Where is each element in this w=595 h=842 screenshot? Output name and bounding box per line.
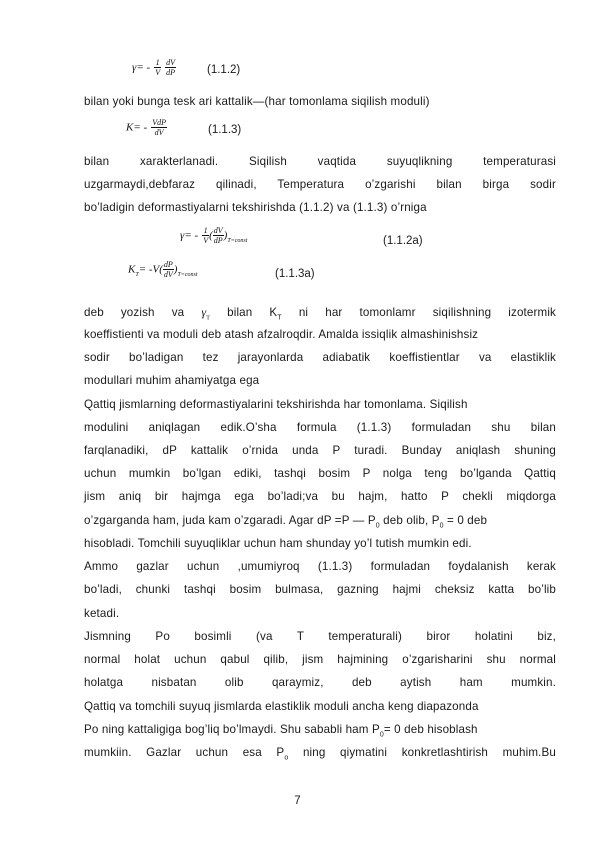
formula-operator: = -	[184, 229, 199, 242]
text-line	[84, 305, 556, 321]
formula-fraction	[163, 260, 174, 279]
formula-1-1-3	[126, 118, 167, 137]
equation-number: (1.1.2)	[207, 64, 241, 76]
text-line: modullari muhim ahamiyatga ega	[84, 374, 260, 387]
text-span: deb yozish va	[84, 306, 202, 319]
fraction-denominator: dV	[154, 128, 164, 137]
equation-number: (1.1.3a)	[275, 268, 315, 280]
fraction-numerator: 1	[155, 58, 160, 67]
symbol-subscript: 0	[375, 522, 380, 530]
fraction-numerator: VdP	[152, 118, 166, 127]
text-span: Po ning kattaligiga bog’liq bo’lmaydi. Shu sababli ham P	[84, 723, 380, 736]
text-span: o’zgarganda ham, juda kam o’zgaradi. Agar dP =P — P	[84, 514, 376, 527]
text-line: normal holat uchun qabul qilib, jism hajmining o’zgarisharini shu normal	[84, 653, 556, 666]
fraction-denominator: V	[203, 236, 209, 245]
equation-number: (1.1.2a)	[383, 235, 423, 247]
text-span: = 0 deb	[443, 514, 488, 527]
symbol-subscript: 0	[439, 522, 444, 530]
fraction-denominator: dV	[163, 270, 173, 279]
symbol-subscript: o	[284, 754, 289, 762]
text-span: bilan K	[210, 306, 278, 319]
formula-paren: (	[209, 229, 213, 242]
fraction-numerator: dP	[163, 260, 173, 269]
gamma-symbol	[201, 305, 211, 322]
text-line: bo’ladi, chunki tashqi bosim bulmasa, gazning hajmi cheksiz katta bo’lib	[84, 583, 556, 596]
text-line: holatga nisbatan olib qaraymiz, deb aytish ham mumkin.	[84, 676, 556, 689]
text-line: sodir bo’ladigan tez jarayonlarda adiabatik koeffistientlar va elastiklik	[84, 351, 556, 364]
text-line: Qattiq jismlarning deformastiyalarini tekshirishda har tomonlama. Siqilish	[84, 398, 468, 411]
equation-number: (1.1.3)	[208, 124, 242, 136]
text-line: uchun mumkin bo’lgan ediki, tashqi bosim P nolga teng bo’lganda Qattiq	[84, 467, 556, 480]
formula-operator: = -	[136, 61, 151, 74]
fraction-denominator: V	[155, 68, 161, 77]
text-span: mumkiin. Gazlar uchun esa P	[84, 746, 285, 759]
formula-fraction	[154, 58, 161, 77]
formula-fraction	[213, 226, 224, 245]
text-line: bilan yoki bunga tesk ari kattalik—(har tomonlama siqilish moduli)	[84, 95, 430, 108]
formula-symbol: K	[126, 121, 134, 134]
formula-operator: = -V(	[138, 263, 163, 276]
formula-subscript: T=const	[177, 272, 198, 279]
text-line: jism aniq bir hajmga ega bo’ladi;va bu hajm, hatto P chekli miqdorga	[84, 490, 556, 503]
text-line: uzgarmaydi,debfaraz qilinadi, Temperatura o’zgarishi bilan birga sodir	[84, 178, 556, 191]
symbol-subscript: T	[206, 315, 211, 322]
formula-fraction	[165, 58, 176, 77]
text-line: modulini aniqlagan edik.O’sha formula (1.1.3) formuladan shu bilan	[84, 421, 556, 434]
symbol-subscript: 0	[379, 731, 384, 739]
formula-1-1-2	[132, 58, 176, 77]
formula-operator: = -	[133, 121, 148, 134]
text-span: ning qiymatini konkretlashtirish muhim.Bu	[288, 746, 556, 759]
text-line	[84, 723, 556, 738]
formula-symbol: K	[128, 263, 136, 276]
formula-paren: )	[223, 229, 228, 242]
text-line: koeffistienti va moduli deb atash afzalroqdir. Amalda issiqlik almashinishsiz	[84, 328, 479, 341]
fraction-denominator: dP	[213, 236, 223, 245]
fraction-numerator: dV	[166, 58, 175, 67]
text-line: Ammo gazlar uchun ,umumiyroq (1.1.3) formuladan foydalanish kerak	[84, 560, 556, 573]
text-line: bo’ladigin deformastiyalarni tekshirishda (1.1.2) va (1.1.3) o’rniga	[84, 201, 427, 214]
text-line: ketadi.	[84, 607, 120, 620]
text-line: hisobladi. Tomchili suyuqliklar uchun ham shunday yo’l tutish mumkin edi.	[84, 537, 472, 550]
text-line	[84, 514, 556, 529]
fraction-numerator: dV	[213, 226, 223, 235]
formula-subscript: T	[135, 272, 139, 279]
text-line: Jismning Po bosimli (va T temperaturali) biror holatini biz,	[84, 630, 556, 643]
fraction-denominator: dP	[166, 68, 175, 77]
text-line	[84, 746, 556, 761]
formula-symbol: γ	[180, 229, 185, 242]
text-span: = 0 deb hisoblash	[383, 723, 478, 736]
page-number: 7	[294, 795, 301, 807]
formula-symbol: γ	[132, 61, 137, 74]
text-span: ni har tomonlamr siqilishning izotermik	[281, 306, 557, 319]
text-line: Qattiq va tomchili suyuq jismlarda elastiklik moduli ancha keng diapazonda	[84, 700, 479, 713]
text-line: bilan xarakterlanadi. Siqilish vaqtida suyuqlikning temperaturasi	[84, 155, 556, 168]
formula-1-1-2a	[180, 226, 247, 245]
symbol-gamma: γ	[201, 305, 207, 319]
formula-fraction	[151, 118, 167, 137]
formula-1-1-3a	[128, 260, 198, 279]
text-span: deb olib, P	[379, 514, 440, 527]
symbol-subscript: T	[277, 314, 282, 322]
formula-paren: )	[173, 263, 178, 276]
text-line: farqlanadiki, dP kattalik o’rnida unda P turadi. Bunday aniqlash shuning	[84, 444, 556, 457]
formula-subscript: T=const	[227, 238, 248, 245]
fraction-numerator: 1	[203, 226, 208, 235]
